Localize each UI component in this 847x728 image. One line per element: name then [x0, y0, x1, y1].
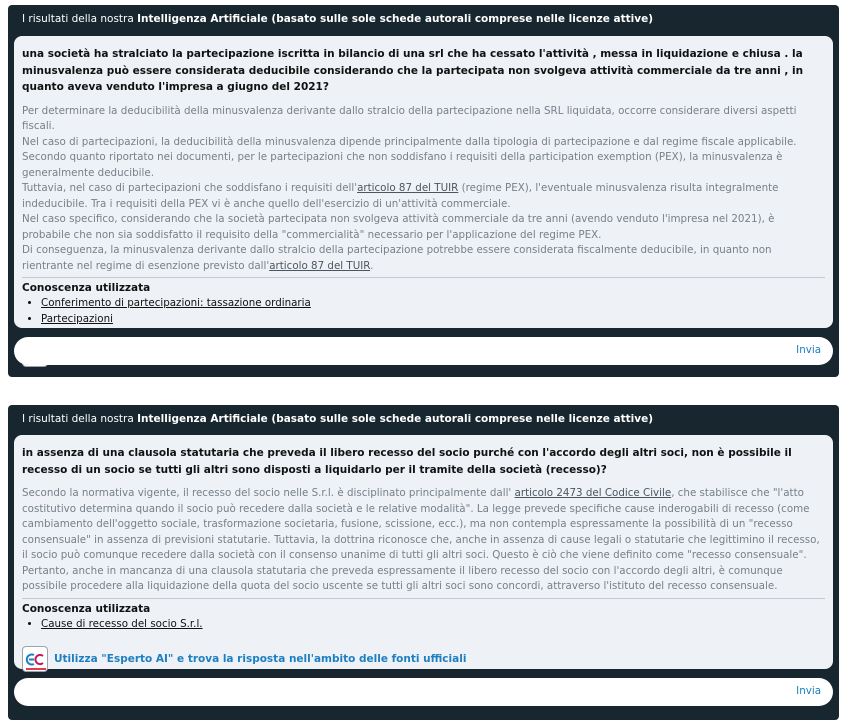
answer-text — [22, 104, 825, 279]
knowledge-link[interactable]: Cause di recesso del socio S.r.l. — [41, 617, 203, 630]
expert-ai-link[interactable]: Utilizza "Esperto AI" e trova la risposta nell'ambito delle fonti ufficiali — [54, 653, 467, 665]
answer-paragraph: Per determinare la deducibilità della minusvalenza derivante dallo stralcio della partecipazione nella SRL liquidata, occorre considerare diversi aspetti fiscali. — [22, 104, 797, 132]
article-87-link[interactable]: articolo 87 del TUIR — [357, 182, 459, 194]
expert-ai-row — [22, 646, 825, 672]
header-prefix: I risultati della nostra — [22, 413, 138, 425]
list-item — [41, 296, 825, 312]
panel-header — [8, 5, 839, 29]
knowledge-title: Conoscenza utilizzata — [22, 602, 151, 615]
article-87-link[interactable]: articolo 87 del TUIR — [269, 259, 371, 272]
answer-paragraph: Secondo la normativa vigente, il recesso del socio nelle S.r.l. è disciplinato principalmente dall' — [22, 487, 515, 499]
chat-input[interactable] — [14, 678, 833, 706]
send-button[interactable]: Invia — [796, 344, 821, 356]
answer-paragraph: . — [370, 259, 374, 272]
header-bold: Intelligenza Artificiale (basato sulle sole schede autorali comprese nelle licenze attive) — [137, 13, 654, 25]
answer-paragraph: (regime PEX), l'eventuale minusvalenza risulta integralmente indeducibile. Tra i requisiti della PEX vi è anche quello dell'esercizio di un'attività commerciale. — [22, 182, 779, 210]
article-2473-link[interactable]: articolo 2473 del Codice Civile — [514, 487, 672, 499]
send-button[interactable]: Invia — [796, 685, 821, 697]
list-item — [41, 617, 825, 633]
panel-header — [8, 405, 839, 429]
knowledge-title: Conoscenza utilizzata — [22, 282, 151, 294]
knowledge-link[interactable]: Partecipazioni — [41, 312, 113, 325]
question-text: una società ha stralciato la partecipazione iscritta in bilancio di una srl che ha cessato l'attività , messa in liquidazione e chiusa . la minusvalenza può essere considerata deducibile considerando che la partecipata non svolgeva attività commerciale da tre anni , in quanto aveva venduto l'impresa a giugno del 2021? — [22, 48, 804, 93]
header-bold: Intelligenza Artificiale (basato sulle sole schede autorali comprese nelle licenze attive) — [137, 413, 654, 425]
ai-results-panel — [8, 405, 839, 720]
question-text: in assenza di una clausola statutaria che preveda il libero recesso del socio purché con l'accordo degli altri soci, non è possibile il recesso di un socio se tutti gli altri sono disposti a liquidarlo per il tramite della società (recesso)? — [22, 447, 792, 476]
answer-card — [14, 36, 833, 328]
answer-paragraph: Nel caso specifico, considerando che la società partecipata non svolgeva attività commerciale da tre anni (avendo venduto l'impresa nel 2021), è probabile che non sia soddisfatto il requisito della "commercialità" necessario per l'applicazione del regime PEX. — [22, 213, 775, 241]
knowledge-link[interactable]: Conferimento di partecipazioni: tassazione ordinaria — [41, 297, 311, 309]
list-item — [41, 312, 825, 328]
answer-card — [14, 435, 833, 669]
knowledge-list — [22, 296, 825, 327]
knowledge-list — [22, 617, 825, 633]
answer-paragraph: Di conseguenza, la minusvalenza derivante dallo stralcio della partecipazione potrebbe essere considerata fiscalmente deducibile, in quanto non rientrante nel regime di esenzione previsto dall' — [22, 244, 772, 272]
answer-paragraph: Nel caso di partecipazioni, la deducibilità della minusvalenza dipende principalmente dalla tipologia di partecipazione e dal regime fiscale applicabile. Secondo quanto riportato nei documenti, per le partecipazioni che non soddisfano i requisiti della participation exemption (PEX), la minusvalenza è generalmente deducibile. — [22, 135, 797, 179]
ec-logo-icon[interactable] — [22, 646, 48, 672]
ai-results-panel — [8, 5, 839, 377]
chat-input[interactable] — [14, 337, 833, 365]
answer-text — [22, 486, 825, 599]
answer-paragraph: Tuttavia, nel caso di partecipazioni che soddisfano i requisiti dell' — [22, 182, 358, 194]
header-prefix: I risultati della nostra — [22, 13, 138, 25]
answer-paragraph: , che stabilisce che "l'atto costitutivo determina quando il socio può recedere dalla società e le relative modalità". La legge prevede specifiche cause inderogabili di recesso (come cambiamento dell'oggetto sociale, trasformazione societaria, fusione, scissione, ecc.), ma non contempla espressamente la possibilità di un "recesso consensuale" in assenza di previsioni statutarie. Tuttavia, la dottrina riconosce che, anche in assenza di cause legali o statutarie che legittimino il recesso, il socio può comunque recedere dalla società con il consenso unanime di tutti gli altri soci. Questo è ciò che viene definito come "recesso consensuale". Pertanto, anche in mancanza di una clausola statutaria che preveda espressamente il libero recesso del socio con l'accordo degli altri, è comunque possibile procedere alla liquidazione della quota del socio uscente se tutti gli altri soci sono concordi, attraverso l'istituto del recesso consensuale. — [22, 487, 820, 592]
